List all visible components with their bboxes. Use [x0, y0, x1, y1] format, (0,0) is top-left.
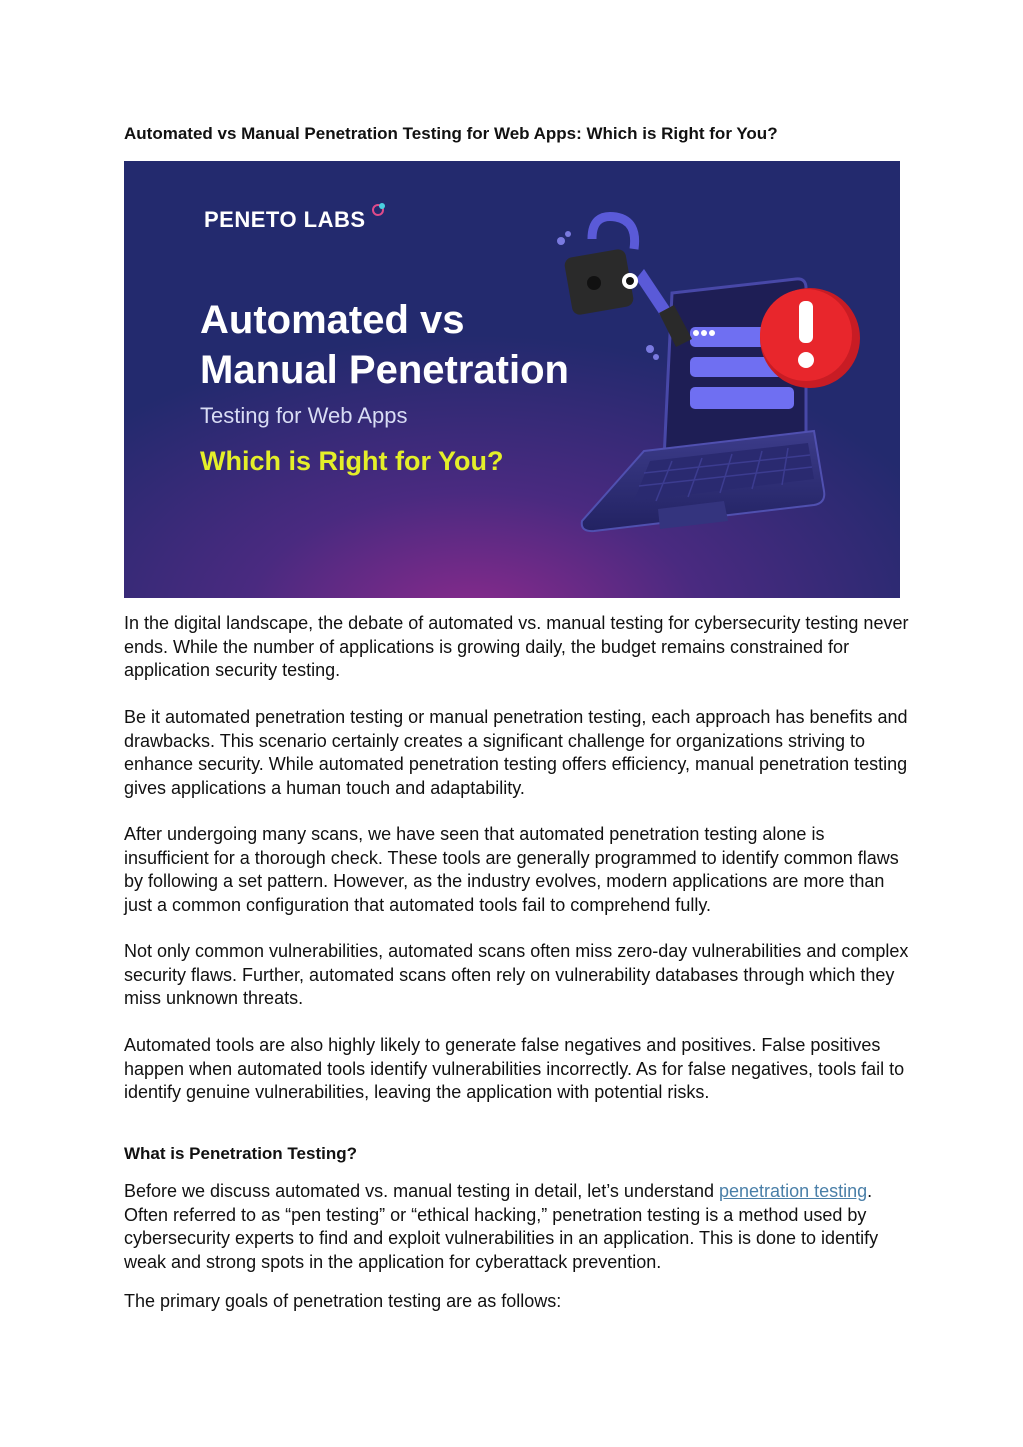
alert-icon	[760, 288, 860, 388]
banner-subtitle: Testing for Web Apps	[200, 403, 408, 428]
hero-banner-image	[124, 161, 900, 598]
definition-text-after: . Often referred to as “pen testing” or “ethical hacking,” penetration testing is a method used by cybersecurity experts to find and exploit vulnerabilities in an application. This is done to identify weak and strong spots in the application for cyberattack prevention.	[124, 1181, 879, 1272]
intro-paragraph: In the digital landscape, the debate of automated vs. manual testing for cybersecurity testing never ends. While the number of applications is growing daily, the budget remains constrained for application security testing.	[124, 613, 909, 681]
false-results-paragraph: Automated tools are also highly likely to generate false negatives and positives. False positives happen when automated tools identify vulnerabilities incorrectly. As for false negatives, tools fail to identify genuine vulnerabilities, leaving the application with potential risks.	[124, 1035, 905, 1103]
approaches-paragraph: Be it automated penetration testing or manual penetration testing, each approach has benefits and drawbacks. This scenario certainly creates a significant challenge for organizations striving to enhance security. While automated penetration testing offers efficiency, manual penetration testing gives applications a human touch and adaptability.	[124, 707, 908, 798]
penetration-testing-link[interactable]: penetration testing	[719, 1181, 868, 1201]
section-heading: What is Penetration Testing?	[124, 1144, 357, 1163]
banner-headline-line2: Manual Penetration	[200, 348, 569, 392]
definition-paragraph	[124, 1180, 914, 1274]
vulnerabilities-paragraph: Not only common vulnerabilities, automated scans often miss zero-day vulnerabilities and complex security flaws. Further, automated scans often rely on vulnerability databases through which they miss unknown threats.	[124, 941, 909, 1009]
scans-paragraph: After undergoing many scans, we have seen that automated penetration testing alone is insufficient for a thorough check. These tools are generally programmed to identify common flaws by following a set pattern. However, as the industry evolves, modern applications are more than just a common configuration that automated tools fail to comprehend fully.	[124, 824, 899, 915]
document-title: Automated vs Manual Penetration Testing for Web Apps: Which is Right for You?	[124, 124, 778, 143]
banner-tagline: Which is Right for You?	[200, 446, 504, 476]
banner-headline-line1: Automated vs	[200, 298, 465, 342]
banner-brand-text: PENETO LABS	[204, 207, 366, 232]
definition-text-before: Before we discuss automated vs. manual testing in detail, let’s understand	[124, 1181, 720, 1201]
goals-intro-paragraph: The primary goals of penetration testing are as follows:	[124, 1291, 562, 1311]
